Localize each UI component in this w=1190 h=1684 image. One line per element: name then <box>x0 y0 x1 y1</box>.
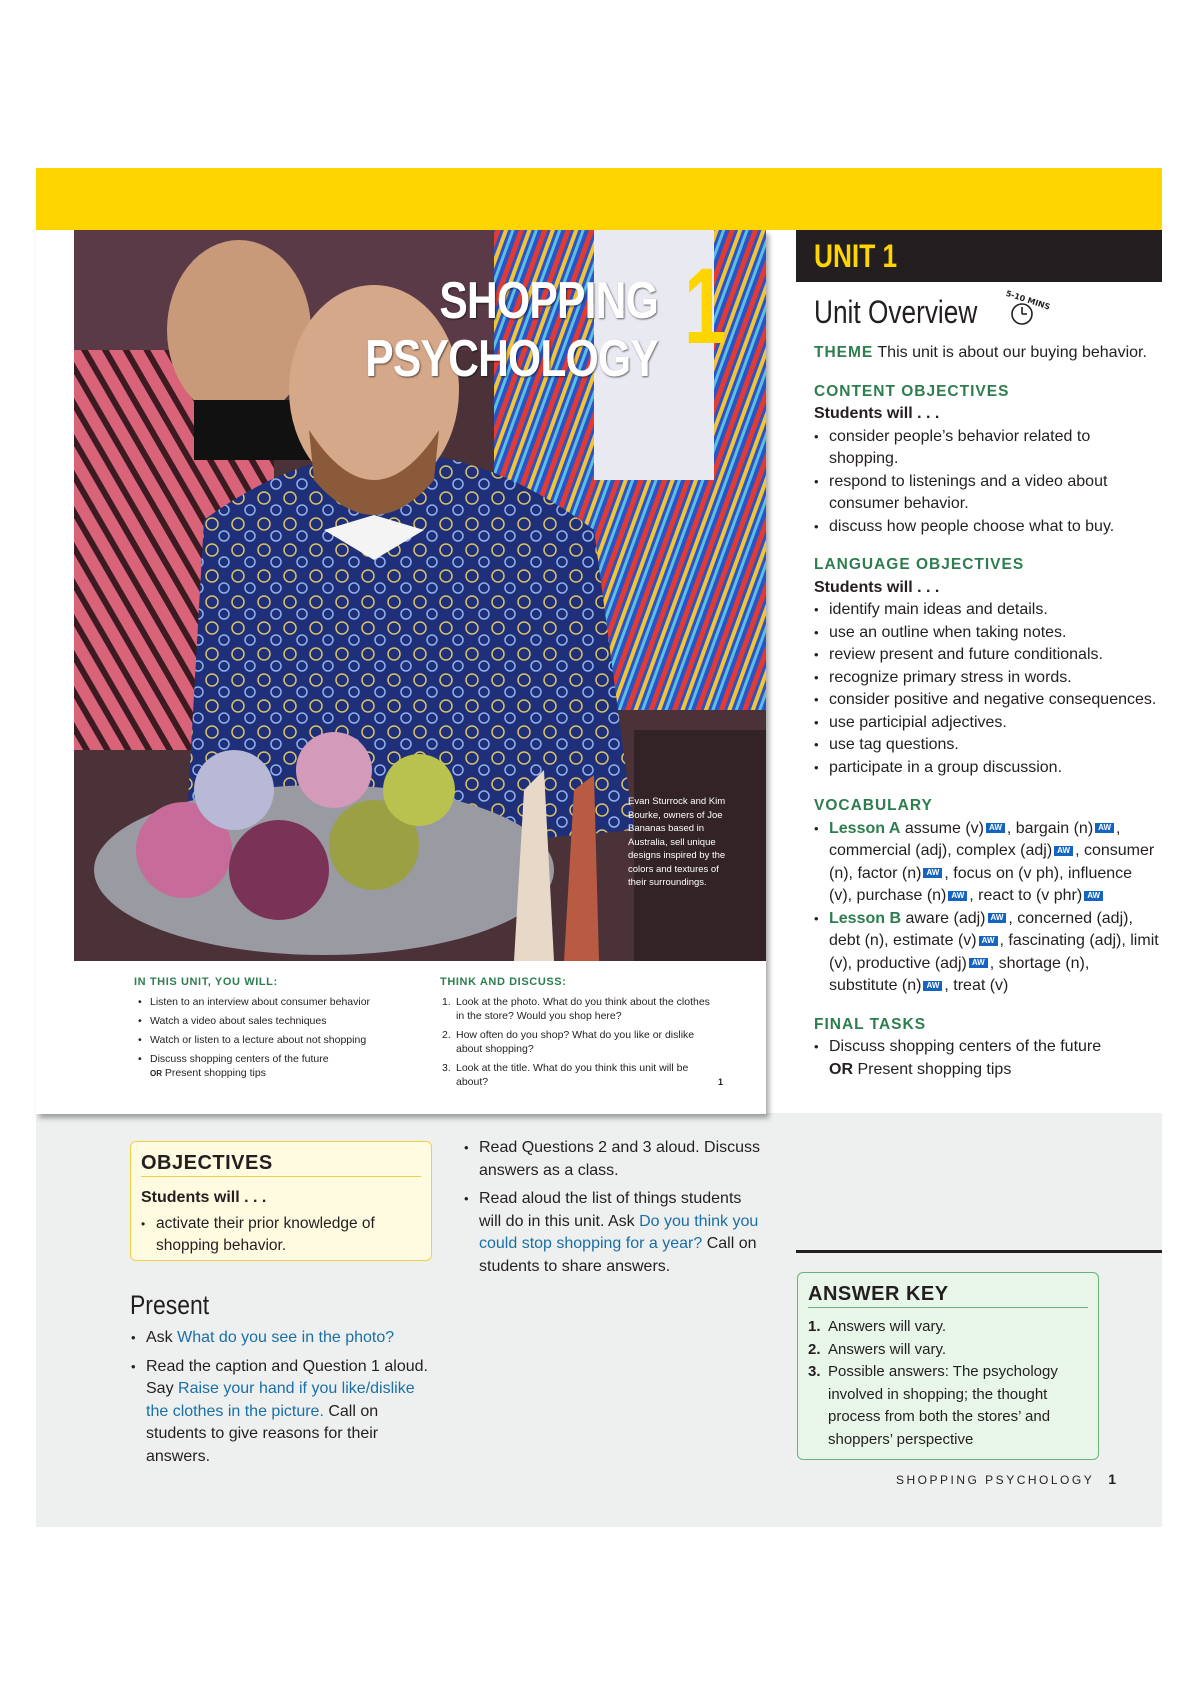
list-item: • participate in a group discussion. <box>814 757 1159 780</box>
teacher-question: Do you think you could stop shopping for a year? <box>479 1212 759 1252</box>
item-number: 3. <box>442 1062 451 1074</box>
vocab-word: treat (v) <box>953 977 1009 994</box>
vocab-word: estimate (v) <box>893 932 977 949</box>
vocab-word: assume (v) <box>904 819 984 837</box>
final-tasks-section <box>814 1014 1159 1082</box>
present-heading: Present <box>130 1290 210 1320</box>
teacher-question: Raise your hand if you like/dislike the clothes in the picture. <box>146 1380 415 1420</box>
photo-caption: Evan Sturrock and Kim Bourke, owners of Joe Bananas based in Australia, sell unique designs inspired by the colors and textures of their surroundings. <box>628 796 726 888</box>
vocab-word: complex (adj) <box>956 842 1053 859</box>
aw-badge: AW <box>979 936 998 946</box>
list-item <box>808 1339 1088 1362</box>
lesson-a-label: Lesson A <box>829 819 901 837</box>
list-item <box>440 995 720 1023</box>
item-text: Look at the title. What do you think this unit will be about? <box>456 1062 689 1088</box>
aw-badge: AW <box>969 958 988 968</box>
list-item: • review present and future conditionals. <box>814 644 1159 667</box>
overview-title: Unit Overview <box>814 294 978 330</box>
theme-label: THEME <box>814 344 874 361</box>
aw-badge: AW <box>948 891 967 901</box>
item-number: 2. <box>442 1029 451 1041</box>
vocab-word: react to (v phr) <box>978 887 1083 904</box>
theme-text: This unit is about our buying behavior. <box>877 344 1147 361</box>
item-number: 2. <box>808 1340 821 1358</box>
vocabulary-label: VOCABULARY <box>814 797 933 814</box>
page-footer <box>896 1471 1116 1487</box>
student-book-page <box>36 230 766 1114</box>
vocab-word: limit (v), productive (adj) <box>829 932 1159 972</box>
think-discuss-section <box>440 975 720 1094</box>
list-item <box>808 1316 1088 1339</box>
vocab-word: bargain (n) <box>1015 819 1094 837</box>
language-objectives-section <box>814 554 1159 779</box>
vocab-word: influence (v), purchase (n) <box>829 864 1133 904</box>
instruction-text: Read aloud the list of things students will do in this unit. Ask <box>479 1190 742 1230</box>
aw-badge: AW <box>923 868 942 878</box>
list-item <box>463 1188 763 1278</box>
in-this-unit-heading: IN THIS UNIT, YOU WILL: <box>134 976 278 988</box>
aw-badge: AW <box>986 823 1005 833</box>
answer-key-title: ANSWER KEY <box>808 1283 1088 1308</box>
aw-badge: AW <box>1084 891 1103 901</box>
instruction-text: Call on students to share answers. <box>479 1235 757 1275</box>
aw-badge: AW <box>1095 823 1114 833</box>
list-item: • activate their prior knowledge of shopping behavior. <box>141 1213 421 1257</box>
vocab-word: commercial (adj), <box>829 842 952 859</box>
answer-text: Answers will vary. <box>828 1318 947 1335</box>
in-this-unit-section <box>134 975 404 1086</box>
unit-label-bar <box>796 230 1162 282</box>
vocab-word: consumer (n), <box>829 842 1155 882</box>
answer-text: Answers will vary. <box>828 1340 947 1358</box>
list-item: • consider people’s behavior related to shopping. <box>814 426 1159 471</box>
objectives-box <box>130 1141 432 1261</box>
item-number: 1. <box>442 996 451 1008</box>
page-number: 1 <box>1108 1471 1116 1487</box>
unit-number: 1 <box>683 245 726 366</box>
list-item: • use tag questions. <box>814 734 1159 757</box>
running-title: SHOPPING PSYCHOLOGY <box>896 1473 1095 1487</box>
language-objectives-label: LANGUAGE OBJECTIVES <box>814 556 1025 573</box>
instruction-text: Call on students to give reasons for their answers. <box>146 1402 379 1465</box>
list-item: • consider positive and negative consequences. <box>814 689 1159 712</box>
list-item-text: Present shopping tips <box>164 1067 266 1079</box>
timer-icon <box>1000 288 1052 326</box>
list-item: • recognize primary stress in words. <box>814 667 1159 690</box>
answer-text: Possible answers: The psychology involved in shopping; the thought process from both the stores’ and shoppers’ perspective <box>828 1363 1058 1448</box>
timer-label: 5-10 MINS <box>1004 288 1052 312</box>
or-label: OR <box>150 1069 162 1078</box>
vocab-word: fascinating (adj), <box>1008 932 1126 949</box>
aw-badge: AW <box>923 981 942 991</box>
list-item-text: Discuss shopping centers of the future <box>150 1053 329 1065</box>
teacher-question: What do you see in the photo? <box>177 1329 395 1346</box>
list-item: • Read Questions 2 and 3 aloud. Discuss answers as a class. <box>463 1137 763 1182</box>
item-number: 1. <box>808 1318 821 1335</box>
list-item: • Watch or listen to a lecture about not shopping <box>134 1033 404 1047</box>
item-text: Look at the photo. What do you think about the clothes in the store? Would you shop here? <box>456 996 710 1022</box>
vocab-word: concerned (adj), debt (n), <box>829 909 1133 949</box>
answer-key-box <box>797 1272 1099 1460</box>
present-section <box>130 1290 440 1474</box>
students-will-label: Students will . . . <box>814 405 940 422</box>
vocab-word: aware (adj) <box>905 909 986 927</box>
list-item <box>440 1028 720 1056</box>
instruction-text: Ask <box>146 1329 173 1346</box>
lesson-b-label: Lesson B <box>829 909 902 927</box>
vocabulary-section <box>814 795 1159 998</box>
list-item <box>134 1052 404 1081</box>
vocab-word: shortage (n), substitute (n) <box>829 954 1090 994</box>
think-discuss-heading: THINK AND DISCUSS: <box>440 976 567 988</box>
list-item <box>130 1327 440 1350</box>
instruction-text: Read the caption and Question 1 aloud. Say <box>146 1357 428 1397</box>
objectives-title: OBJECTIVES <box>141 1152 421 1177</box>
list-item: • discuss how people choose what to buy. <box>814 516 1159 539</box>
unit-overview <box>814 288 1159 1081</box>
content-objectives-label: CONTENT OBJECTIVES <box>814 382 1010 400</box>
list-item <box>814 1036 1159 1081</box>
theme-section <box>814 342 1159 365</box>
unit-title: SHOPPING PSYCHOLOGY <box>365 272 658 388</box>
lesson-a-vocab: • Lesson A assume (v) AW , bargain (n) AW , commercial (adj), complex (adj) AW , consumer (n), factor (n) AW , focus on (v ph), influence (v), purchase (n) AW , react to (v phr) AW <box>814 818 1159 908</box>
final-tasks-label: FINAL TASKS <box>814 1015 927 1033</box>
list-item: • Watch a video about sales techniques <box>134 1014 404 1028</box>
aw-badge: AW <box>1054 846 1073 856</box>
vocab-word: focus on (v ph), <box>953 864 1064 882</box>
content-objectives-section <box>814 381 1159 539</box>
final-task-alt: Present shopping tips <box>857 1060 1012 1078</box>
list-item: • identify main ideas and details. <box>814 599 1159 622</box>
list-item <box>808 1361 1088 1451</box>
list-item: • respond to listenings and a video about consumer behavior. <box>814 471 1159 516</box>
final-task-text: Discuss shopping centers of the future <box>829 1038 1102 1055</box>
divider <box>796 1250 1162 1253</box>
header-yellow-band <box>36 168 1162 230</box>
opener-photo <box>74 230 766 961</box>
unit-label: UNIT 1 <box>814 238 898 274</box>
vocab-word: factor (n) <box>857 864 922 882</box>
list-item: • Listen to an interview about consumer behavior <box>134 995 404 1009</box>
or-label: OR <box>829 1060 853 1078</box>
list-item <box>130 1356 440 1469</box>
middle-instructions <box>463 1137 763 1284</box>
lesson-b-vocab: • Lesson B aware (adj) AW , concerned (adj), debt (n), estimate (v) AW , fascinating (adj), limit (v), productive (adj) AW , shortage (n), substitute (n) AW , treat (v) <box>814 908 1159 998</box>
list-item: • use participial adjectives. <box>814 712 1159 735</box>
list-item <box>440 1061 720 1089</box>
student-page-number: 1 <box>718 1077 724 1087</box>
students-will-label: Students will . . . <box>141 1189 267 1206</box>
item-text: How often do you shop? What do you like or dislike about shopping? <box>456 1029 695 1055</box>
students-will-label: Students will . . . <box>814 578 940 596</box>
aw-badge: AW <box>988 913 1007 923</box>
list-item: • use an outline when taking notes. <box>814 622 1159 645</box>
item-number: 3. <box>808 1363 821 1380</box>
